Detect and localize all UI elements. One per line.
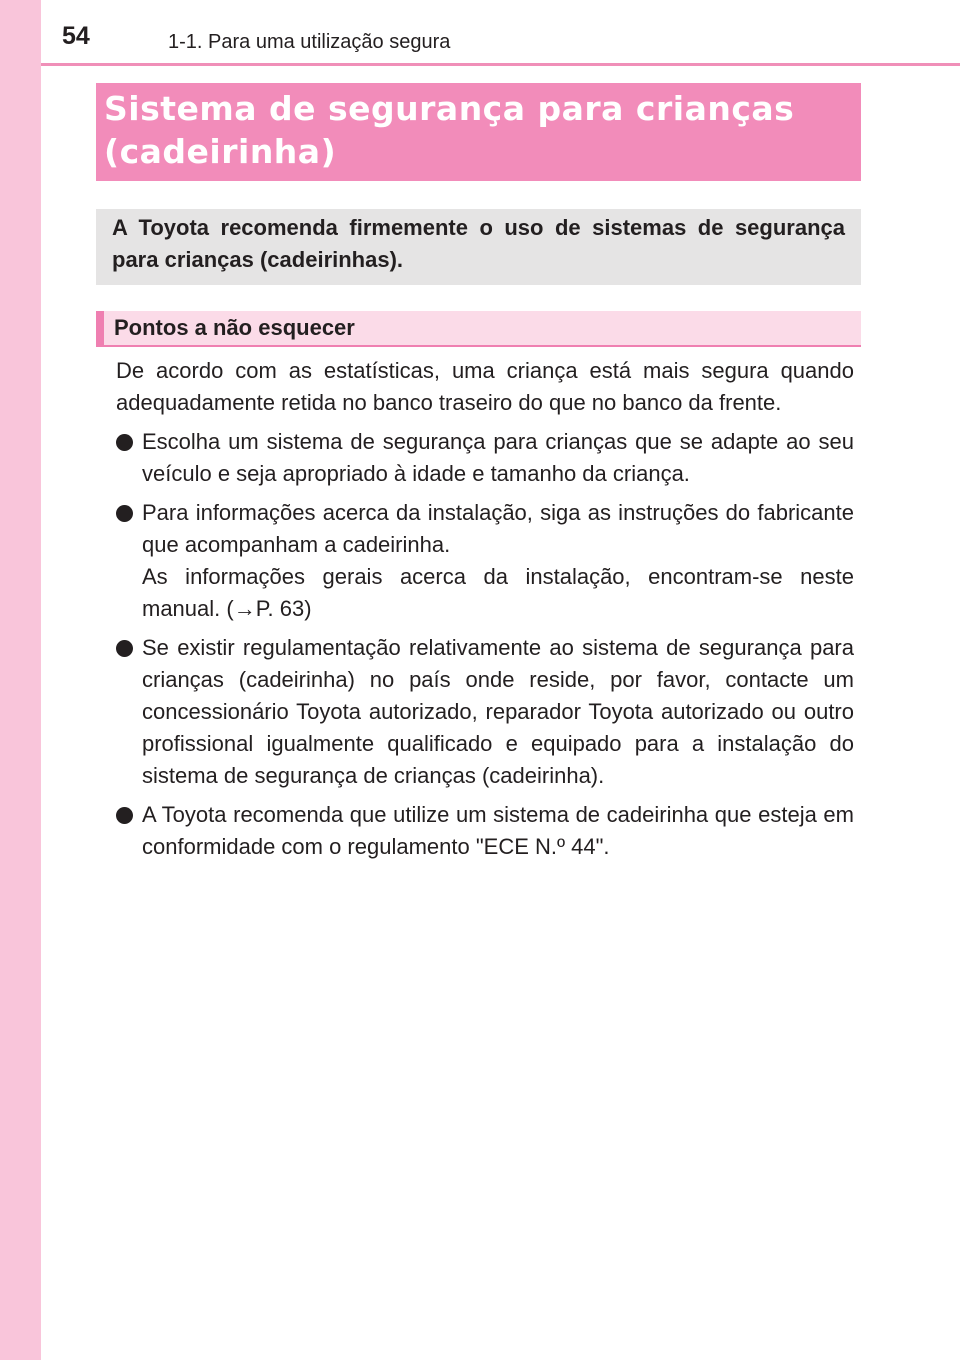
list-item	[116, 632, 854, 792]
list-item-extra-text: As informações gerais acerca da instalação, encontram-se neste manual. (→P. 63)	[142, 564, 854, 621]
intro-box	[96, 209, 861, 285]
header-divider	[41, 63, 960, 66]
bullet-icon	[116, 505, 133, 522]
list-item	[116, 497, 854, 625]
bullet-icon	[116, 640, 133, 657]
page-title	[104, 87, 861, 173]
running-header: 1-1. Para uma utilização segura	[168, 31, 451, 53]
intro-text: A Toyota recomenda firmemente o uso de sistemas de segurança para crianças (cadeirinhas).	[112, 215, 845, 272]
body-content	[116, 355, 854, 863]
list-item-text: A Toyota recomenda que utilize um sistema de cadeirinha que esteja em conformidade com o regulamento "ECE N.º 44".	[142, 802, 854, 859]
list-item-text: Escolha um sistema de segurança para crianças que se adapte ao seu veículo e seja apropriado à idade e tamanho da criança.	[142, 429, 854, 486]
list-item-text: Para informações acerca da instalação, siga as instruções do fabricante que acompanham a cadeirinha.	[142, 500, 854, 557]
side-tab-strip	[0, 0, 41, 1360]
page-number: 54	[62, 22, 90, 50]
bullet-icon	[116, 434, 133, 451]
title-banner	[96, 83, 861, 181]
list-item	[116, 799, 854, 863]
list-item	[116, 426, 854, 490]
body-paragraph: De acordo com as estatísticas, uma criança está mais segura quando adequadamente retida no banco traseiro do que no banco da frente.	[116, 358, 854, 415]
bullet-icon	[116, 807, 133, 824]
list-item-text: Se existir regulamentação relativamente ao sistema de segurança para crianças (cadeirinha) no país onde reside, por favor, contacte um concessionário Toyota autorizado, reparador Toyota autorizado ou outro profissional igualmente qualificado e equipado para a instalação do sistema de segurança de crianças (cadeirinha).	[142, 635, 854, 788]
page-title-line2: (cadeirinha)	[104, 132, 337, 171]
page-title-line1: Sistema de segurança para crianças	[104, 89, 795, 128]
section-heading-text: Pontos a não esquecer	[114, 315, 355, 340]
section-heading	[96, 311, 861, 347]
